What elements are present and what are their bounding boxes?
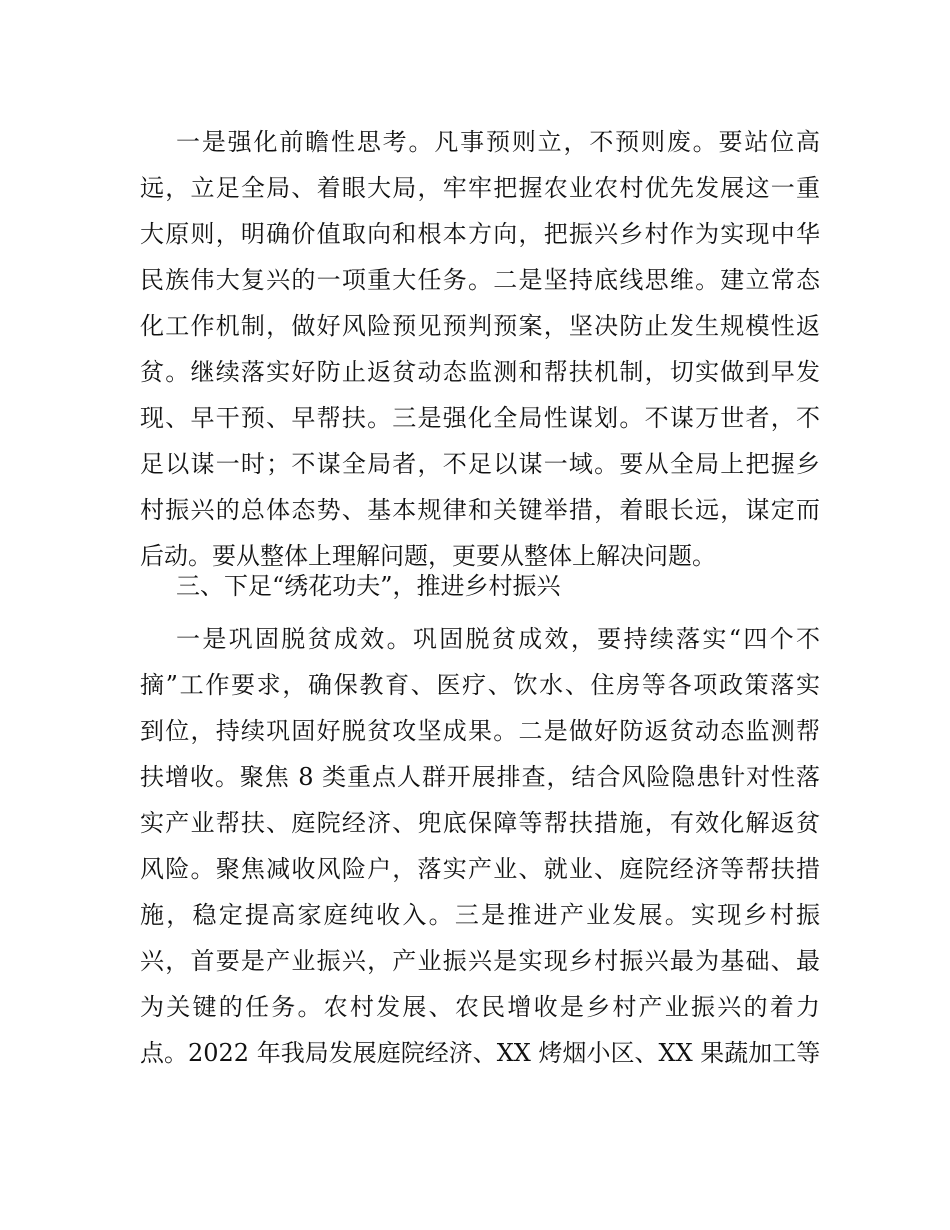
paragraph-consolidate-poverty-alleviation [140, 616, 820, 1076]
paragraph-line: 为关键的任务。农村发展、农民增收是乡村产业振兴的着力 [140, 993, 820, 1021]
section-heading [140, 563, 820, 609]
paragraph-line: 村振兴的总体态势、基本规律和关键举措，着眼长远，谋定而 [140, 496, 820, 524]
paragraph-line: 点。2022 年我局发展庭院经济、XX 烤烟小区、XX 果蔬加工等 [140, 1039, 821, 1067]
paragraph-line: 摘”工作要求，确保教育、医疗、饮水、住房等各项政策落实 [140, 671, 820, 699]
section-heading-text: 三、下足“绣花功夫”，推进乡村振兴 [176, 572, 561, 600]
paragraph-foresight-thinking [140, 119, 820, 579]
paragraph-line: 风险。聚焦减收风险户，落实产业、就业、庭院经济等帮扶措 [140, 855, 820, 883]
paragraph-line: 足以谋一时；不谋全局者，不足以谋一域。要从全局上把握乡 [140, 450, 820, 478]
paragraph-line: 贫。继续落实好防止返贫动态监测和帮扶机制，切实做到早发 [140, 358, 820, 386]
paragraph-line: 到位，持续巩固好脱贫攻坚成果。二是做好防返贫动态监测帮 [140, 717, 820, 745]
paragraph-line: 施，稳定提高家庭纯收入。三是推进产业发展。实现乡村振 [140, 901, 820, 929]
paragraph-line: 大原则，明确价值取向和根本方向，把振兴乡村作为实现中华 [140, 220, 820, 248]
paragraph-line: 现、早干预、早帮扶。三是强化全局性谋划。不谋万世者，不 [140, 404, 820, 432]
paragraph-line: 扶增收。聚焦 8 类重点人群开展排查，结合风险隐患针对性落 [140, 763, 820, 791]
paragraph-line: 一是巩固脱贫成效。巩固脱贫成效，要持续落实“四个不 [176, 625, 820, 653]
paragraph-line: 民族伟大复兴的一项重大任务。二是坚持底线思维。建立常态 [140, 266, 820, 294]
paragraph-line: 实产业帮扶、庭院经济、兜底保障等帮扶措施，有效化解返贫 [140, 809, 820, 837]
paragraph-line: 后动。要从整体上理解问题，更要从整体上解决问题。 [140, 542, 716, 570]
paragraph-line: 远，立足全局、着眼大局，牢牢把握农业农村优先发展这一重 [140, 174, 820, 202]
paragraph-line: 化工作机制，做好风险预见预判预案，坚决防止发生规模性返 [140, 312, 820, 340]
paragraph-line: 兴，首要是产业振兴，产业振兴是实现乡村振兴最为基础、最 [140, 947, 820, 975]
paragraph-line: 一是强化前瞻性思考。凡事预则立，不预则废。要站位高 [176, 128, 820, 156]
